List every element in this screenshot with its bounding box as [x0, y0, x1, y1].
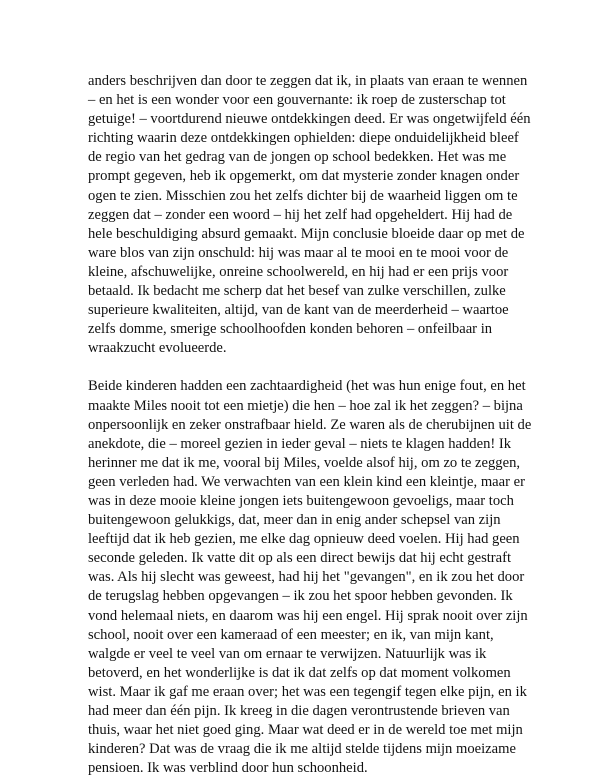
paragraph-1: [88, 72, 531, 358]
text-line: superieure kwaliteiten, altijd, van de kant van de meerderheid – waartoe: [88, 302, 509, 319]
text-line: getuige! – voortdurend nieuwe ontdekkingen deed. Er was ongetwijfeld één: [88, 111, 531, 128]
text-line: ogen te zien. Misschien zou het zelfs dichter bij de waarheid liggen om te: [88, 187, 518, 204]
text-line: hele beschuldiging absurd gemaakt. Mijn conclusie bloeide daar op met de: [88, 225, 525, 242]
text-line: had meer dan één pijn. Ik kreeg in die dagen verontrustende brieven van: [88, 703, 510, 719]
text-line: kleine, afschuwelijke, onreine schoolwereld, en hij had er een prijs voor: [88, 263, 509, 280]
text-line: pensioen. Ik was verblind door hun schoonheid.: [88, 760, 368, 777]
text-line: was. Als hij slecht was geweest, had hij het "gevangen", en ik zou het door: [88, 569, 525, 586]
paragraph-spacer: [88, 358, 518, 377]
text-line: zelfs domme, smerige schoolhoofden konden behoren – onfeilbaar in: [88, 321, 493, 338]
text-line: – en het is een wonder voor een gouvernante: ik roep de zusterschap tot: [88, 92, 506, 109]
text-line: maakte Miles nooit tot een mietje) die hen – hoe zal ik het zeggen? – bijna: [88, 397, 523, 414]
document-page: [88, 72, 532, 778]
text-line: anekdote, die – moreel gezien in ieder geval – niets te klagen hadden! Ik: [88, 435, 512, 452]
text-line: de terugslag hebben opgevangen – ik zou het spoor hebben gevonden. Ik: [88, 588, 513, 605]
text-line: onpersoonlijk en zeker onstrafbaar hield. Ze waren als de cherubijnen uit de: [88, 416, 532, 433]
text-line: was in deze mooie kleine jongen iets buitengewoon gevoeligs, maar toch: [88, 492, 514, 509]
paragraph-2: [88, 377, 532, 778]
text-line: leeftijd dat ik heb gezien, me elke dag opnieuw deed voelen. Hij had geen: [88, 531, 520, 548]
text-line: ware blos van zijn onschuld: hij was maar al te mooi en te mooi voor de: [88, 244, 509, 261]
text-line: Beide kinderen hadden een zachtaardigheid (het was hun enige fout, en het: [88, 378, 526, 395]
text-line: betaald. Ik bedacht me scherp dat het besef van zulke verschillen, zulke: [88, 283, 506, 300]
text-line: de regio van het gedrag van de jongen op school bedekken. Het was me: [88, 149, 507, 166]
text-line: walgde er veel te veel van om ernaar te verwijzen. Natuurlijk was ik: [88, 645, 487, 662]
text-line: thuis, waar het niet goed ging. Maar wat deed er in de wereld toe met mijn: [88, 722, 523, 739]
text-line: geen verleden had. We verwachten van een klein kind een kleintje, maar er: [88, 473, 525, 490]
text-line: betoverd, en het wonderlijke is dat ik dat zelfs op dat moment volkomen: [88, 664, 511, 681]
text-line: vond helemaal niets, en daarom was hij een engel. Hij sprak nooit over zijn: [88, 607, 528, 624]
text-line: zeggen dat – zonder een woord – hij het zelf had opgeheldert. Hij had de: [88, 206, 513, 223]
text-line: anders beschrijven dan door te zeggen dat ik, in plaats van eraan te wennen: [88, 73, 528, 89]
text-line: buitengewoon gelukkigs, dat, meer dan in enig ander schepsel van zijn: [88, 512, 501, 529]
text-line: herinner me dat ik me, vooral bij Miles, voelde alsof hij, om zo te zeggen,: [88, 454, 521, 471]
text-line: school, nooit over een kameraad of een meester; en ik, van mijn kant,: [88, 626, 494, 643]
text-line: wraakzucht evolueerde.: [88, 340, 227, 357]
text-line: richting waarin deze ontdekkingen ophielden: diepe onduidelijkheid bleef: [88, 130, 519, 147]
text-line: wist. Maar ik gaf me eraan over; het was een tegengif tegen elke pijn, en ik: [88, 683, 527, 700]
text-line: prompt gegeven, heb ik opgemerkt, om dat mysterie zonder knagen onder: [88, 168, 520, 185]
text-line: kinderen? Dat was de vraag die ik me altijd stelde tijdens mijn moeizame: [88, 741, 516, 758]
text-line: seconde geleden. Ik vatte dit op als een direct bewijs dat hij echt gestraft: [88, 550, 512, 567]
